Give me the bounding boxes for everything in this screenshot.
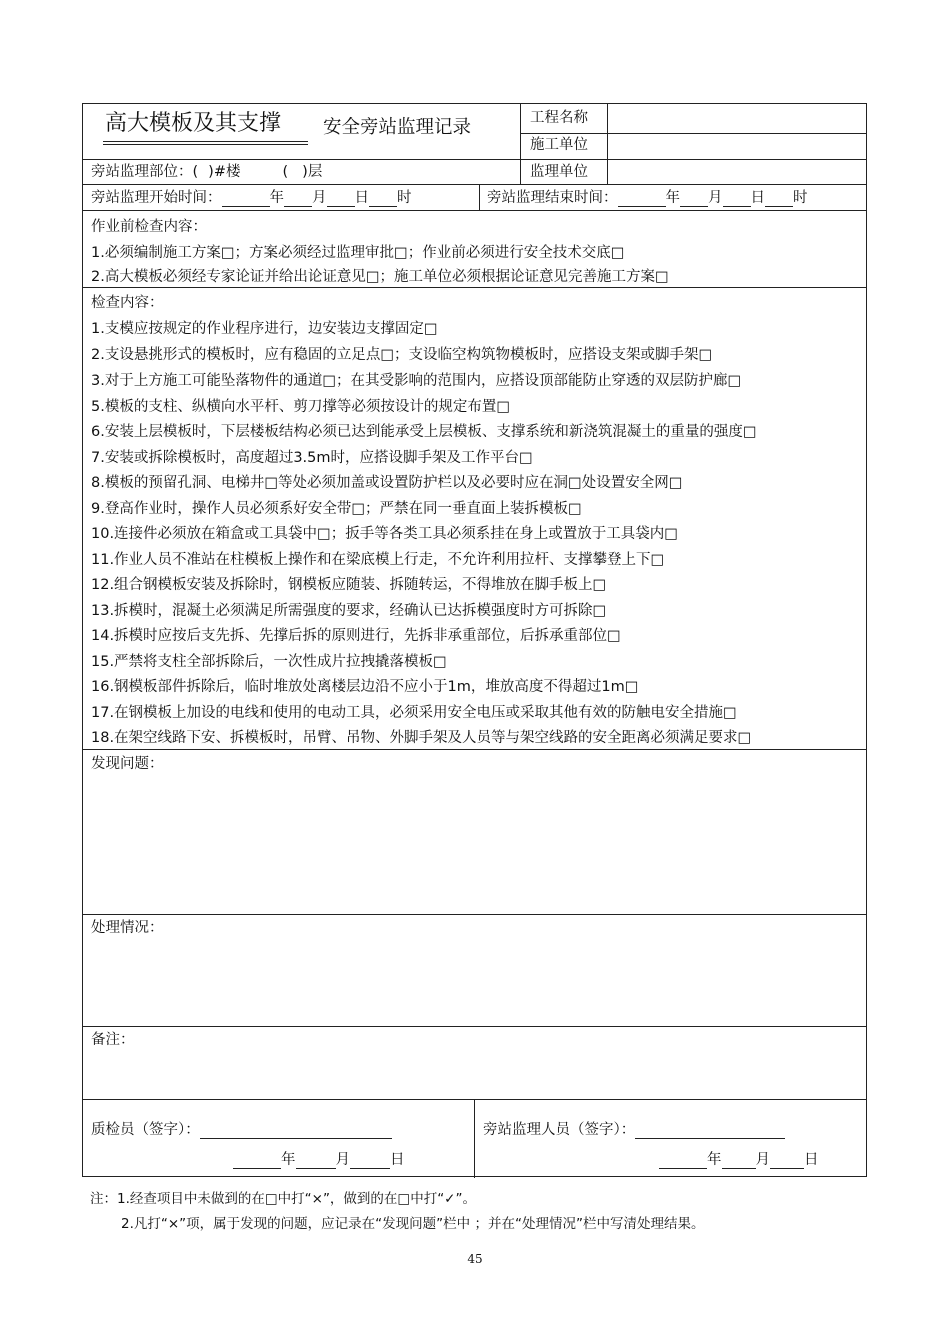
supervisor-month-unit: 月 xyxy=(755,1152,770,1168)
start-hour-blank[interactable] xyxy=(369,192,397,207)
building-suffix: )#楼 xyxy=(208,164,241,180)
check-item: 1.支模应按规定的作业程序进行，边安装边支撑固定□ xyxy=(91,321,438,337)
rule-handling-bottom xyxy=(83,1026,866,1027)
rule-check-bottom xyxy=(83,749,866,750)
title-underline-1 xyxy=(103,141,308,142)
check-item: 3.对于上方施工可能坠落物件的通道□；在其受影响的范围内，应搭设顶部能防止穿透的双层防护廊□ xyxy=(91,373,742,389)
title-underline-2 xyxy=(103,144,308,145)
rule-signature-divider xyxy=(474,1099,475,1178)
end-day-blank[interactable] xyxy=(723,192,751,207)
supervisor-year-blank[interactable] xyxy=(659,1154,707,1169)
qc-day-blank[interactable] xyxy=(350,1154,390,1169)
supervisor-date xyxy=(659,1151,819,1169)
supervision-record-form xyxy=(82,103,867,1177)
note-prefix: 注： xyxy=(90,1191,117,1207)
check-item: 18.在架空线路下安、拆模板时，吊臂、吊物、外脚手架及人员等与架空线路的安全距离必须满足要求□ xyxy=(91,730,752,746)
qc-year-unit: 年 xyxy=(281,1152,296,1168)
location-prefix: 旁站监理部位：( xyxy=(91,164,199,180)
qc-signature-field[interactable] xyxy=(200,1124,392,1139)
start-time xyxy=(91,189,412,207)
check-item: 14.拆模时应按后支先拆、先撑后拆的原则进行，先拆非承重部位，后拆承重部位□ xyxy=(91,628,621,644)
check-item: 11.作业人员不准站在柱模板上操作和在梁底模上行走，不允许利用拉杆、支撑攀登上下□ xyxy=(91,552,665,568)
qc-year-blank[interactable] xyxy=(233,1154,281,1169)
check-item: 12.组合钢模板安装及拆除时，钢模板应随装、拆随转运，不得堆放在脚手板上□ xyxy=(91,577,607,593)
check-item: 15.严禁将支柱全部拆除后，一次性成片拉拽撬落模板□ xyxy=(91,654,447,670)
rule-time-divider xyxy=(479,184,480,210)
remarks-input-area[interactable] xyxy=(87,1052,862,1095)
check-item: 5.模板的支柱、纵横向水平杆、剪刀撑等必须按设计的规定布置□ xyxy=(91,399,511,415)
rule-findings-bottom xyxy=(83,914,866,915)
start-time-label: 旁站监理开始时间： xyxy=(91,190,222,206)
end-month-blank[interactable] xyxy=(680,192,708,207)
start-hour-unit: 时 xyxy=(397,190,412,206)
end-hour-unit: 时 xyxy=(793,190,808,206)
start-day-blank[interactable] xyxy=(327,192,355,207)
floor-open: ( xyxy=(282,164,289,180)
check-item: 6.安装上层模板时，下层楼板结构必须已达到能承受上层模板、支撑系统和新浇筑混凝土的重量的强度□ xyxy=(91,424,757,440)
precheck-item: 2.高大模板必须经专家论证并给出论证意见□；施工单位必须根据论证意见完善施工方案□ xyxy=(91,269,669,285)
end-hour-blank[interactable] xyxy=(765,192,793,207)
note-text-2: 2.凡打“×”项，属于发现的问题，应记录在“发现问题”栏中 ；并在“处理情况”栏中写清处理结果。 xyxy=(121,1216,705,1232)
rule-location-bottom xyxy=(83,184,866,185)
qc-day-unit: 日 xyxy=(390,1152,405,1168)
end-month-unit: 月 xyxy=(708,190,723,206)
findings-input-area[interactable] xyxy=(87,776,862,910)
check-item: 8.模板的预留孔洞、电梯井□等处必须加盖或设置防护栏以及必要时应在洞□处设置安全网□ xyxy=(91,475,683,491)
rule-header-value-col xyxy=(607,104,608,184)
handling-label: 处理情况： xyxy=(91,920,164,936)
rule-header-left-col xyxy=(520,104,521,184)
note-line-2 xyxy=(121,1215,704,1233)
check-item: 2.支设悬挑形式的模板时，应有稳固的立足点□；支设临空构筑物模板时，应搭设支架或脚手架□ xyxy=(91,347,713,363)
rule-project-construction xyxy=(520,133,866,134)
supervisor-month-blank[interactable] xyxy=(722,1154,756,1169)
start-month-blank[interactable] xyxy=(284,192,312,207)
rule-header-bottom xyxy=(83,159,866,160)
qc-signature xyxy=(91,1121,392,1139)
construction-unit-label: 施工单位 xyxy=(530,137,588,153)
check-heading: 检查内容： xyxy=(91,295,164,311)
check-item: 13.拆模时，混凝土必须满足所需强度的要求，经确认已达拆模强度时方可拆除□ xyxy=(91,603,607,619)
supervisor-year-unit: 年 xyxy=(707,1152,722,1168)
qc-month-unit: 月 xyxy=(335,1152,350,1168)
findings-label: 发现问题： xyxy=(91,756,164,772)
start-year-unit: 年 xyxy=(269,190,284,206)
form-title-main: 高大模板及其支撑 xyxy=(105,111,282,136)
handling-input-area[interactable] xyxy=(87,940,862,1022)
supervisor-signature-label: 旁站监理人员（签字）： xyxy=(483,1122,636,1138)
supervisor-day-unit: 日 xyxy=(804,1152,819,1168)
check-item: 17.在钢模板上加设的电线和使用的电动工具，必须采用安全电压或采取其他有效的防触电安全措施□ xyxy=(91,705,737,721)
qc-month-blank[interactable] xyxy=(296,1154,336,1169)
check-item: 7.安装或拆除模板时，高度超过3.5m时，应搭设脚手架及工作平台□ xyxy=(91,450,533,466)
check-item: 9.登高作业时，操作人员必须系好安全带□；严禁在同一垂直面上装拆模板□ xyxy=(91,501,582,517)
end-year-unit: 年 xyxy=(665,190,680,206)
end-time xyxy=(487,189,808,207)
end-day-unit: 日 xyxy=(750,190,765,206)
precheck-item: 1.必须编制施工方案□；方案必须经过监理审批□；作业前必须进行安全技术交底□ xyxy=(91,245,625,261)
note-text-1: 1.经查项目中未做到的在□中打“×”，做到的在□中打“✓”。 xyxy=(117,1191,476,1207)
location-label xyxy=(91,163,322,181)
supervisor-signature xyxy=(483,1121,785,1139)
rule-time-bottom xyxy=(83,210,866,211)
check-item: 16.钢模板部件拆除后，临时堆放处离楼层边沿不应小于1m，堆放高度不得超过1m□ xyxy=(91,679,639,695)
note-line-1 xyxy=(90,1190,476,1208)
check-item: 10.连接件必须放在箱盒或工具袋中□；扳手等各类工具必须系挂在身上或置放于工具袋内□ xyxy=(91,526,678,542)
supervisor-signature-field[interactable] xyxy=(635,1124,785,1139)
page-number: 45 xyxy=(467,1252,483,1266)
end-time-label: 旁站监理结束时间： xyxy=(487,190,618,206)
precheck-heading: 作业前检查内容： xyxy=(91,219,207,235)
start-day-unit: 日 xyxy=(354,190,369,206)
qc-date xyxy=(233,1151,405,1169)
project-name-label: 工程名称 xyxy=(530,110,588,126)
form-title-sub: 安全旁站监理记录 xyxy=(323,117,472,138)
rule-precheck-bottom xyxy=(83,287,866,288)
start-year-blank[interactable] xyxy=(222,192,270,207)
end-year-blank[interactable] xyxy=(618,192,666,207)
supervisor-day-blank[interactable] xyxy=(770,1154,804,1169)
supervision-unit-label: 监理单位 xyxy=(530,164,588,180)
qc-signature-label: 质检员（签字）： xyxy=(91,1122,200,1138)
remarks-label: 备注： xyxy=(91,1032,135,1048)
floor-suffix: )层 xyxy=(302,164,323,180)
start-month-unit: 月 xyxy=(312,190,327,206)
